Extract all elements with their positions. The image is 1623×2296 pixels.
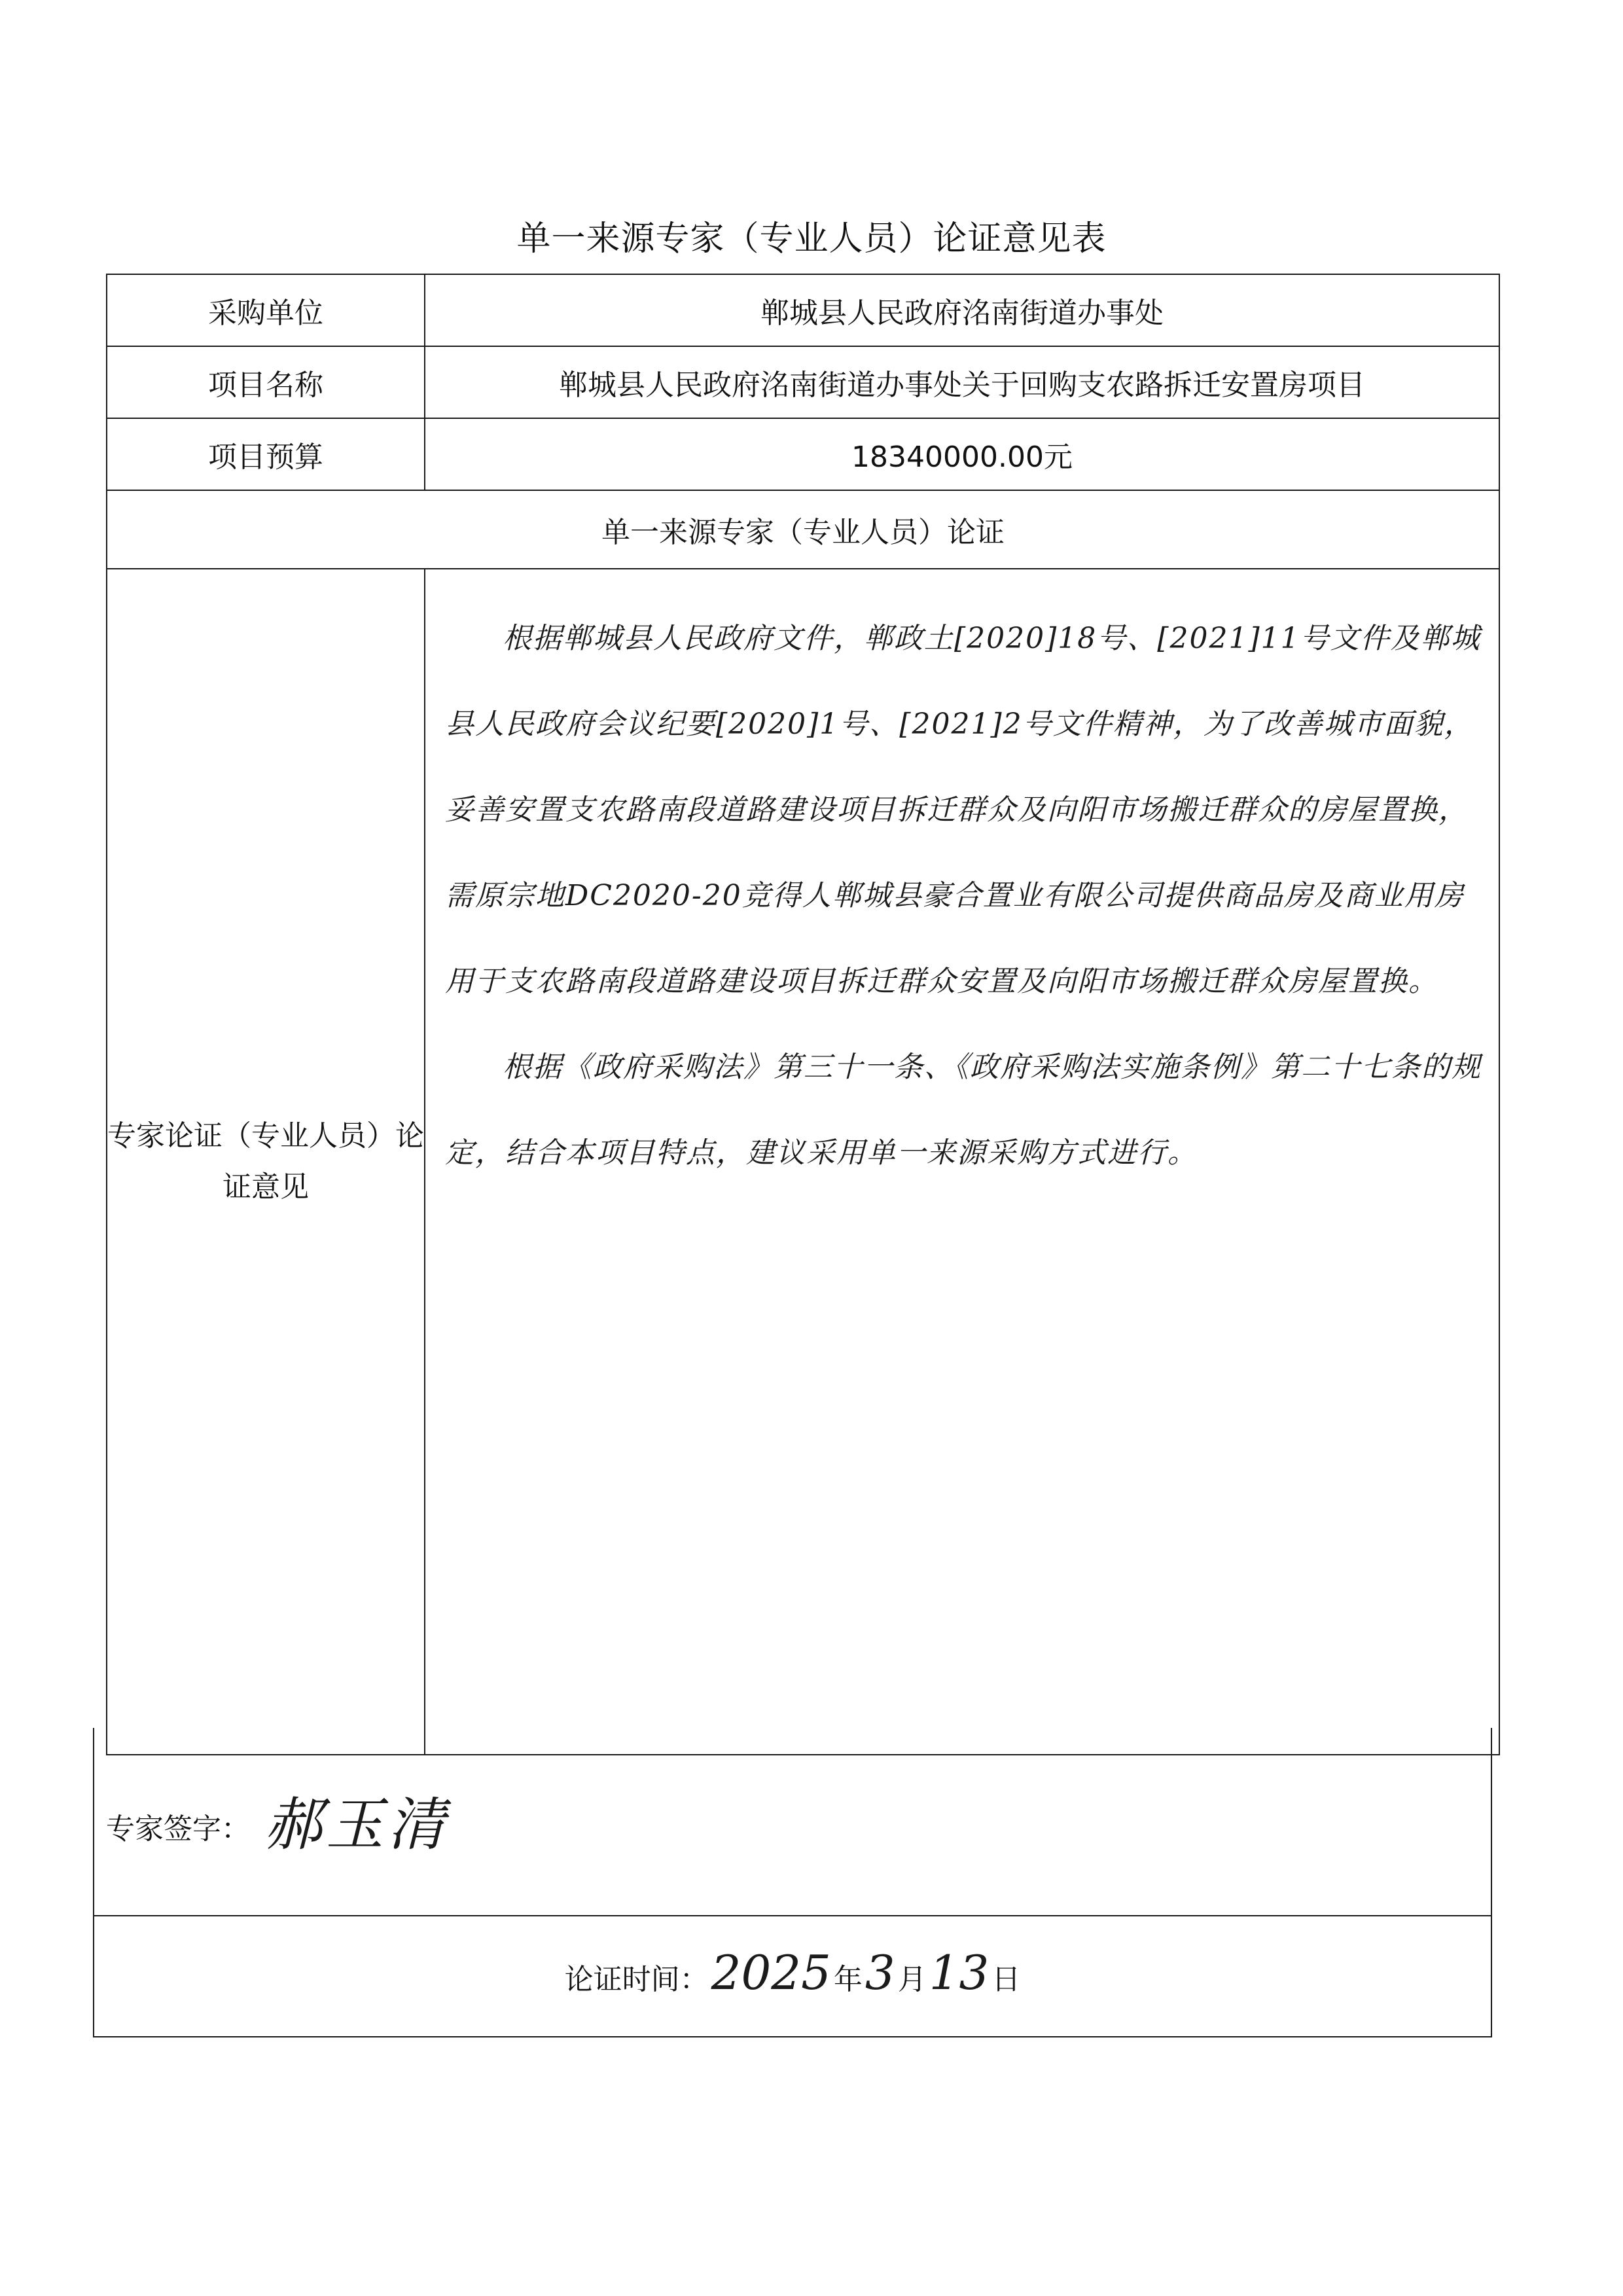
row-purchasing-unit xyxy=(107,274,1499,346)
project-budget-label: 项目预算 xyxy=(107,418,425,490)
section-heading: 单一来源专家（专业人员）论证 xyxy=(107,490,1499,569)
date-section xyxy=(93,1916,1492,2037)
row-expert-opinion xyxy=(107,569,1499,1755)
project-name-value: 郸城县人民政府洺南街道办事处关于回购支农路拆迁安置房项目 xyxy=(425,346,1499,418)
expert-opinion-label: 专家论证（专业人员）论证意见 xyxy=(107,569,425,1755)
date-month: 3 xyxy=(865,1945,895,2000)
date-year: 2025 xyxy=(711,1945,831,2000)
date-label: 论证时间： xyxy=(564,1963,709,1996)
project-budget-value: 18340000.00元 xyxy=(425,418,1499,490)
date-year-unit: 年 xyxy=(833,1963,863,1996)
opinion-paragraph-2: 根据《政府采购法》第三十一条、《政府采购法实施条例》第二十七条的规定，结合本项目特点，建议采用单一来源采购方式进行。 xyxy=(445,1050,1482,1170)
form-table xyxy=(106,274,1500,1755)
date-month-unit: 月 xyxy=(897,1963,927,1996)
project-name-label: 项目名称 xyxy=(107,346,425,418)
signature-section xyxy=(93,1728,1492,1916)
row-project-name xyxy=(107,346,1499,418)
row-project-budget xyxy=(107,418,1499,490)
purchasing-unit-label: 采购单位 xyxy=(107,274,425,346)
purchasing-unit-value: 郸城县人民政府洺南街道办事处 xyxy=(425,274,1499,346)
expert-opinion-text xyxy=(425,569,1499,1755)
handwritten-signature: 郝玉清 xyxy=(264,1791,450,1858)
page-title: 单一来源专家（专业人员）论证意见表 xyxy=(516,219,1107,259)
date-line xyxy=(94,1945,1491,2000)
signature-label: 专家签字： xyxy=(106,1812,250,1846)
row-section-heading xyxy=(107,490,1499,569)
date-day-unit: 日 xyxy=(991,1963,1021,1996)
opinion-paragraph-1: 根据郸城县人民政府文件，郸政土[2020]18号、[2021]11号文件及郸城县人民政府会议纪要[2020]1号、[2021]2号文件精神，为了改善城市面貌，妥善安置支农路南段道路建设项目拆迁群众及向阳市场搬迁群众的房屋置换，需原宗地DC2020-20竞得人郸城县豪合置业有限公司提供商品房及商业用房用于支农路南段道路建设项目拆迁群众安置及向阳市场搬迁群众房屋置换。 xyxy=(445,622,1481,998)
date-day: 13 xyxy=(929,1945,990,2000)
